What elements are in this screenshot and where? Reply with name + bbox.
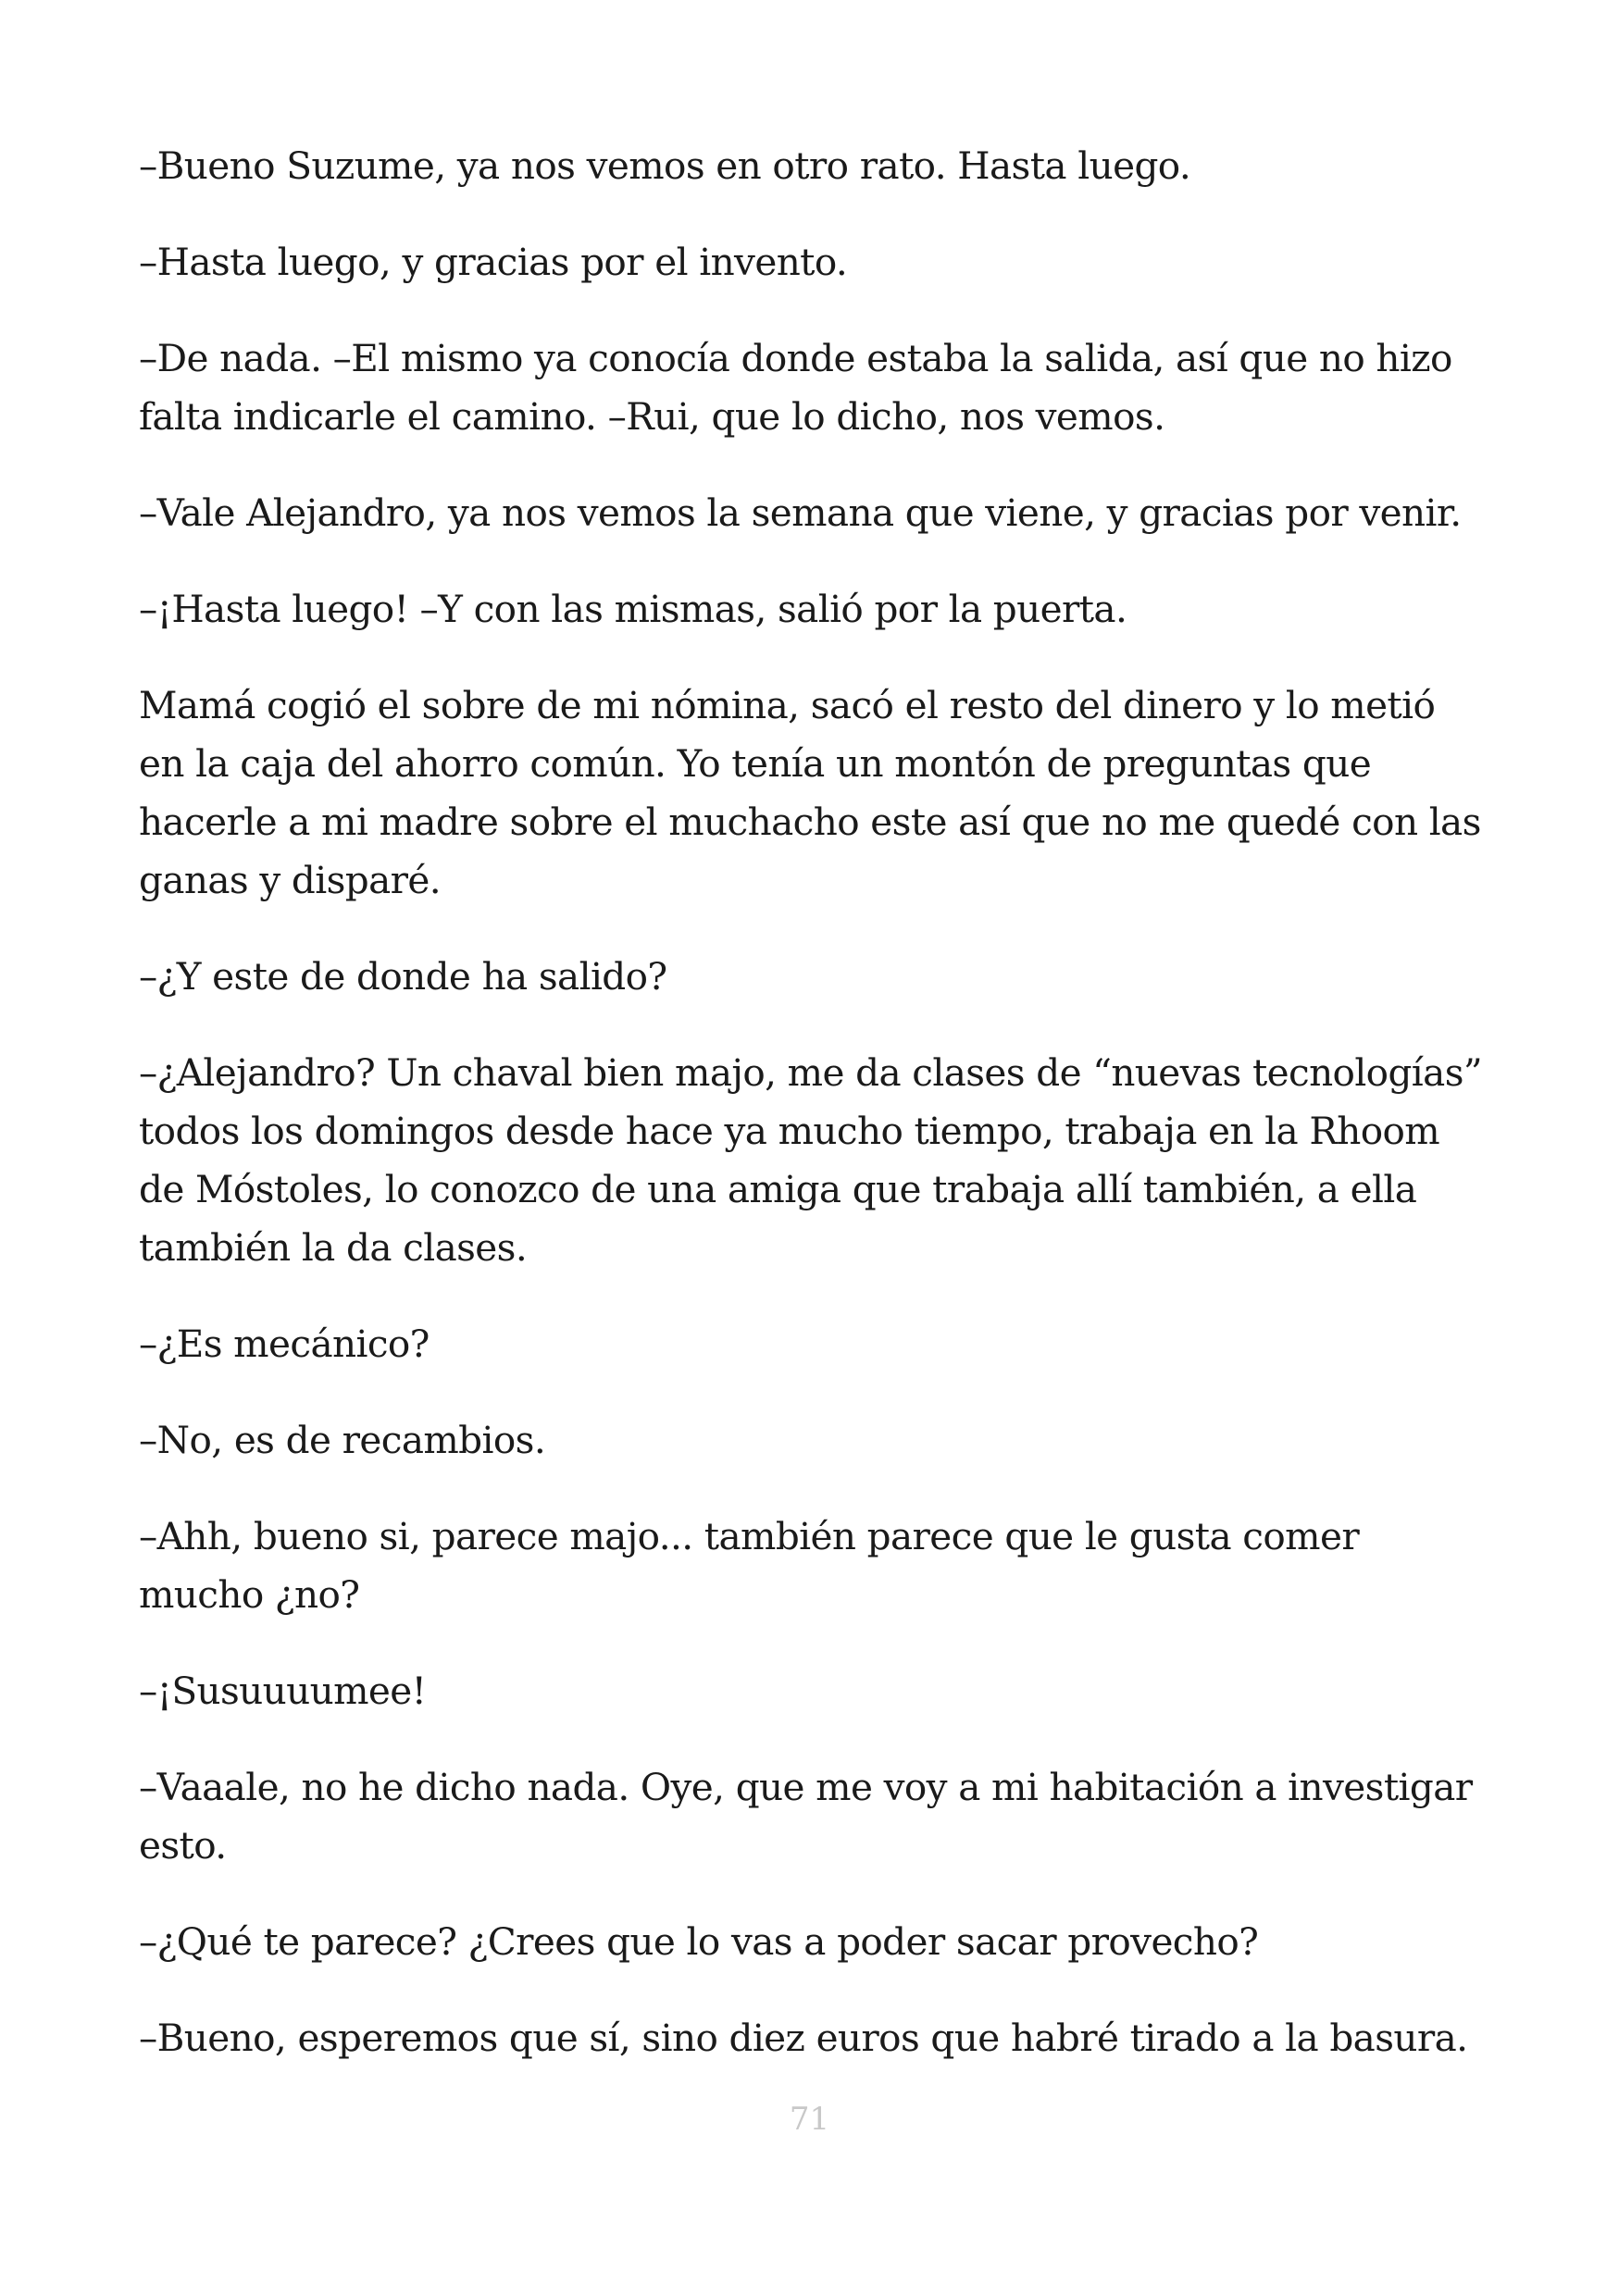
paragraph: –Vale Alejandro, ya nos vemos la semana que viene, y gracias por venir.	[139, 490, 1462, 535]
paragraph: –¿Y este de donde ha salido?	[139, 954, 667, 999]
paragraph: –Bueno Suzume, ya nos vemos en otro rato. Hasta luego.	[139, 143, 1191, 188]
paragraph: –¡Susuuuumee!	[139, 1669, 427, 1713]
page-number: 71	[789, 2101, 830, 2138]
paragraph: –¿Es mecánico?	[139, 1322, 430, 1366]
paragraph: –No, es de recambios.	[139, 1418, 546, 1462]
body-text	[139, 137, 1486, 2105]
paragraph: –¿Alejandro? Un chaval bien majo, me da clases de “nuevas tecnologías” todos los domingos desde hace ya mucho tiempo, trabaja en la Rhoom de Móstoles, lo conozco de una amiga que trabaja allí también, a ella también la da clases.	[139, 1050, 1482, 1270]
paragraph: –¡Hasta luego! –Y con las mismas, salió por la puerta.	[139, 587, 1127, 631]
paragraph: –¿Qué te parece? ¿Crees que lo vas a poder sacar provecho?	[139, 1919, 1259, 1964]
paragraph: –De nada. –El mismo ya conocía donde estaba la salida, así que no hizo falta indicarle el camino. –Rui, que lo dicho, nos vemos.	[139, 336, 1452, 439]
paragraph: –Vaaale, no he dicho nada. Oye, que me voy a mi habitación a investigar esto.	[139, 1765, 1473, 1868]
paragraph: –Bueno, esperemos que sí, sino diez euros que habré tirado a la basura.	[139, 2016, 1468, 2060]
paragraph: –Hasta luego, y gracias por el invento.	[139, 240, 848, 284]
paragraph: –Ahh, bueno si, parece majo... también parece que le gusta comer mucho ¿no?	[139, 1514, 1360, 1617]
paragraph: Mamá cogió el sobre de mi nómina, sacó el resto del dinero y lo metió en la caja del ahorro común. Yo tenía un montón de preguntas que hacerle a mi madre sobre el muchacho este así que no me quedé con las ganas y disparé.	[139, 683, 1481, 902]
